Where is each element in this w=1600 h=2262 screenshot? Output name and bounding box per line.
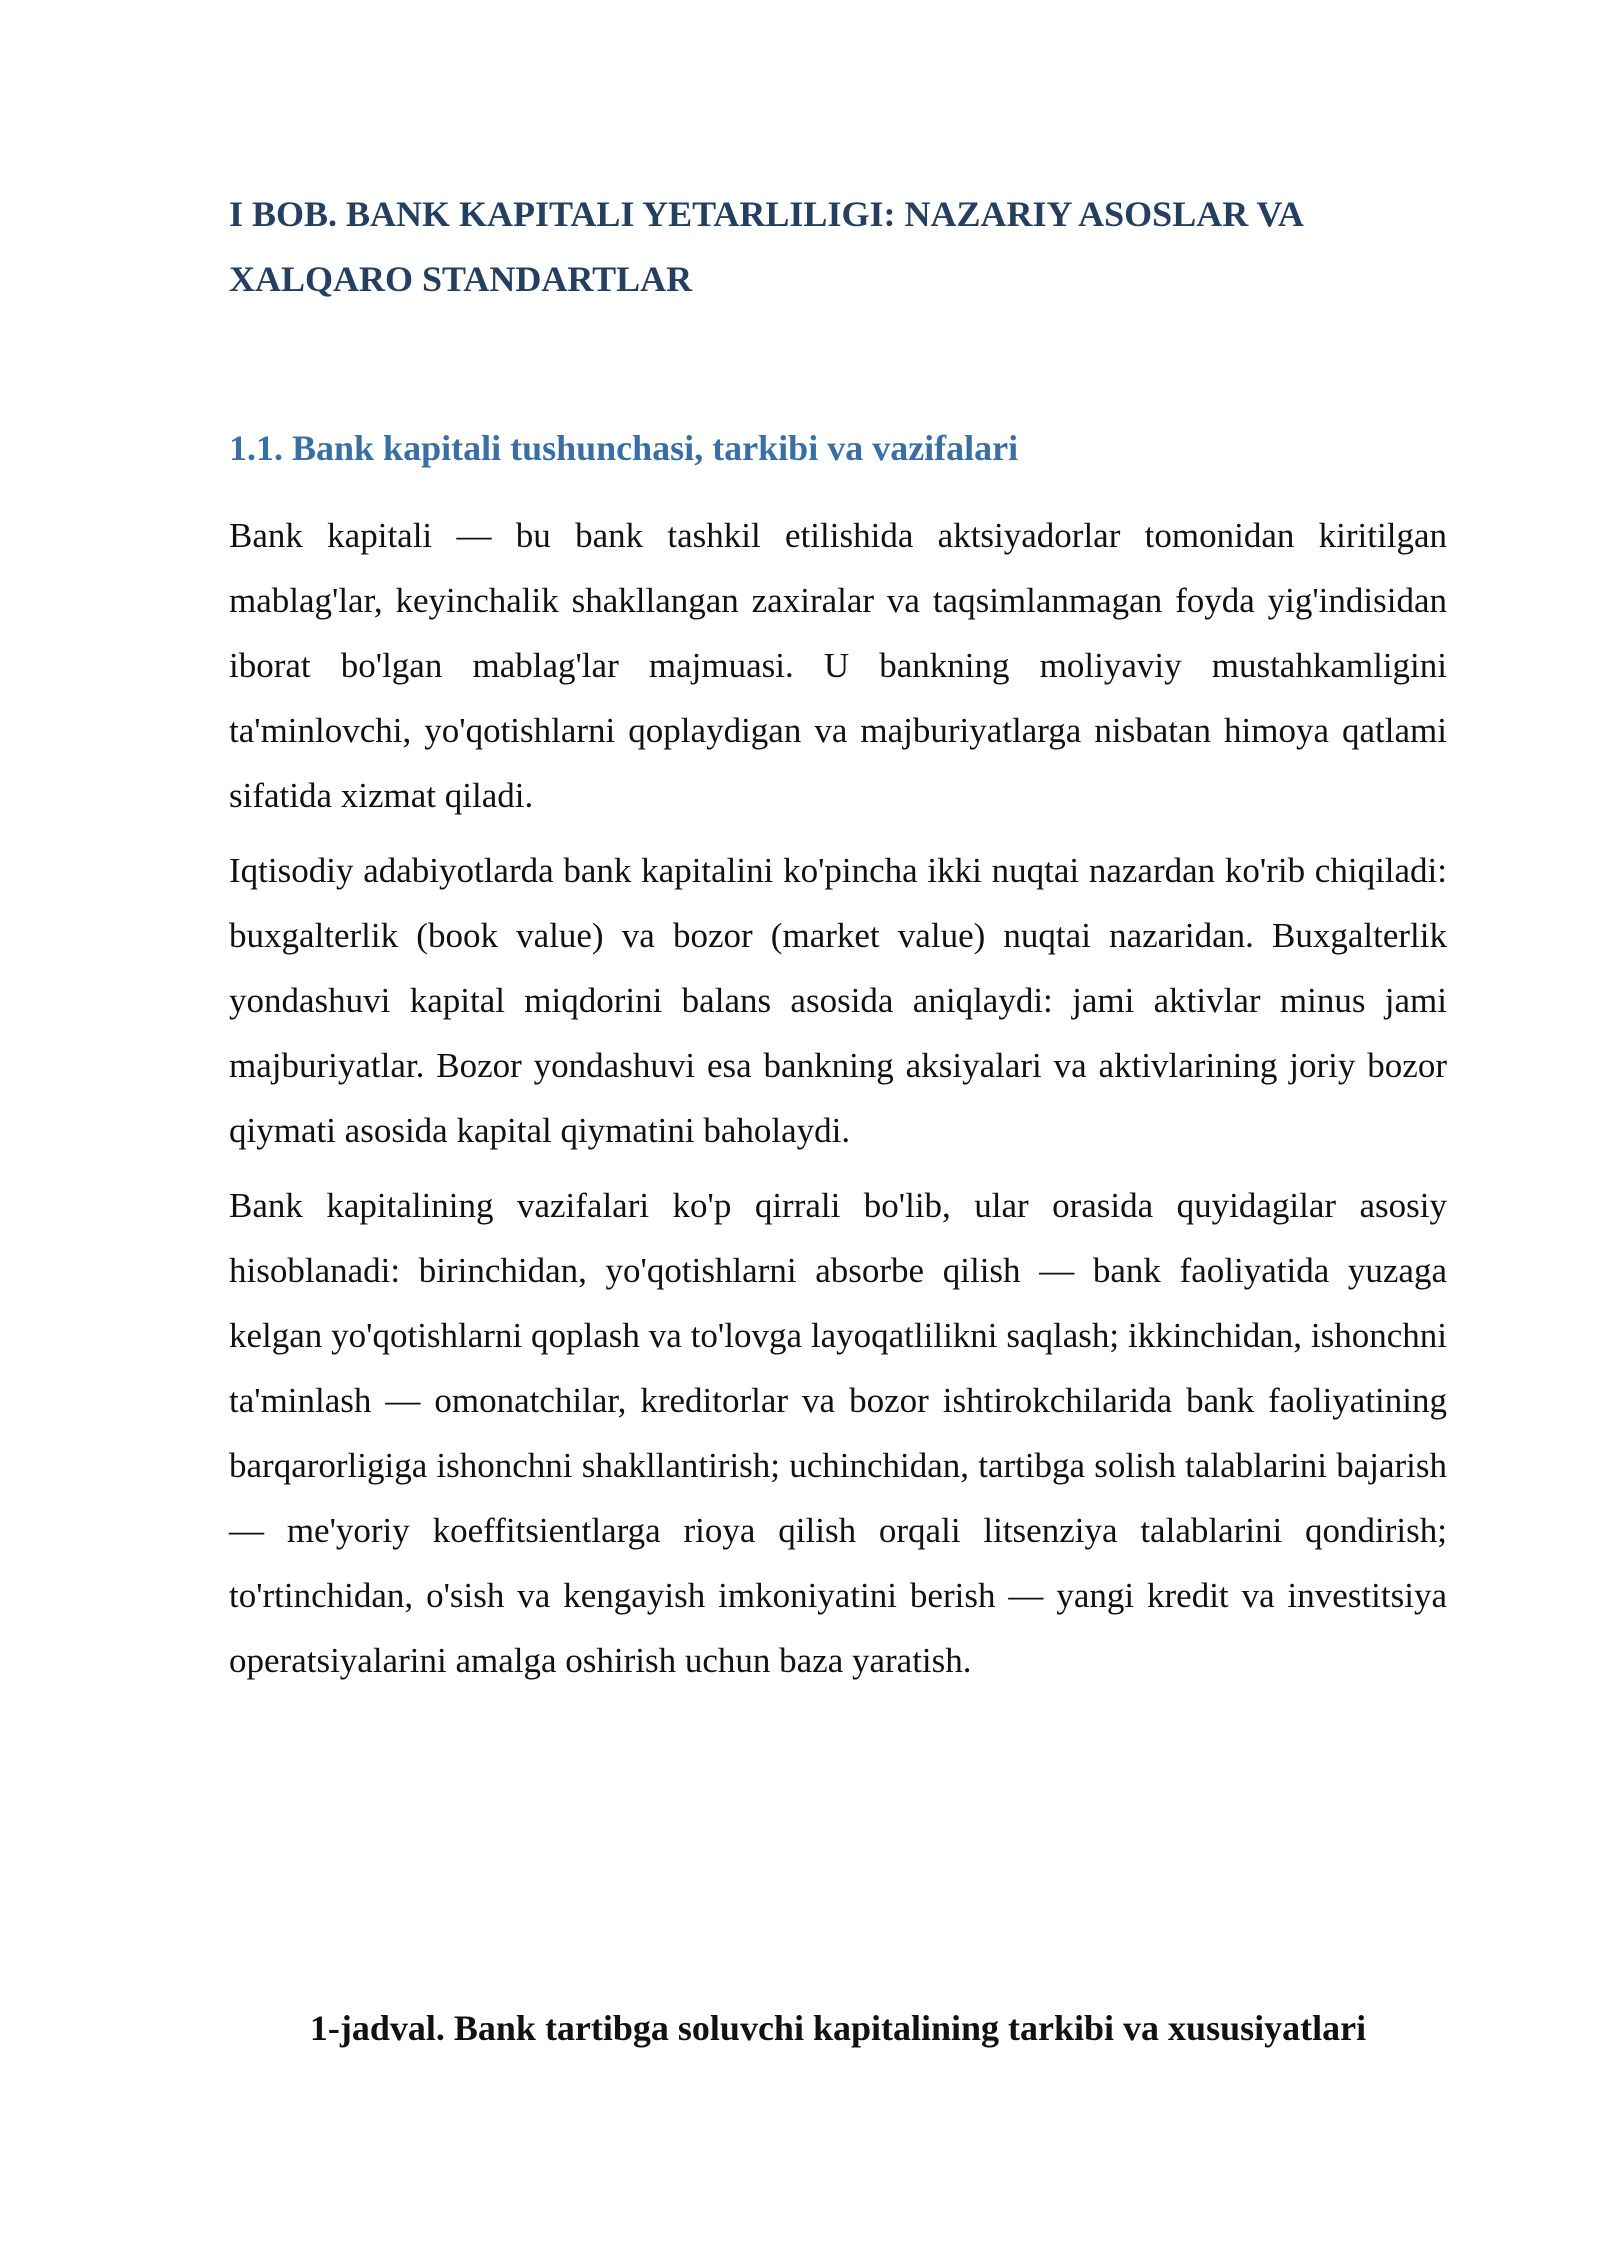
section-title: 1.1. Bank kapitali tushunchasi, tarkibi va vazifalari — [229, 428, 1019, 468]
paragraph-bank-capital-definition: Bank kapitali — bu bank tashkil etilishida aktsiyadorlar tomonidan kiritilgan mablag'lar, keyinchalik shakllangan zaxiralar va taqsimlanmagan foyda yig'indisidan iborat bo'lgan mablag'lar majmuasi. U bankning moliyaviy mustahkamligini ta'minlovchi, yo'qotishlarni qoplaydigan va majburiyatlarga nisbatan himoya qatlami sifatida xizmat qiladi. — [229, 516, 1447, 815]
paragraph-capital-approaches: Iqtisodiy adabiyotlarda bank kapitalini ko'pincha ikki nuqtai nazardan ko'rib chiqiladi: buxgalterlik (book value) va bozor (market value) nuqtai nazaridan. Buxgalterlik yondashuvi kapital miqdorini balans asosida aniqlaydi: jami aktivlar minus jami majburiyatlar. Bozor yondashuvi esa bankning aksiyalari va aktivlarining joriy bozor qiymati asosida kapital qiymatini baholaydi. — [229, 851, 1447, 1150]
body-text — [229, 503, 1447, 1703]
table-caption: 1-jadval. Bank tartibga soluvchi kapitalining tarkibi va xususiyatlari — [309, 2008, 1367, 2048]
chapter-title: I BOB. BANK KAPITALI YETARLILIGI: NAZARIY ASOSLAR VA XALQARO STANDARTLAR — [229, 194, 1302, 299]
paragraph-capital-functions: Bank kapitalining vazifalari ko'p qirrali bo'lib, ular orasida quyidagilar asosiy hisoblanadi: birinchidan, yo'qotishlarni absorbe qilish — bank faoliyatida yuzaga kelgan yo'qotishlarni qoplash va to'lovga layoqatlilikni saqlash; ikkinchidan, ishonchni ta'minlash — omonatchilar, kreditorlar va bozor ishtirokchilarida bank faoliyatining barqarorligiga ishonchni shakllantirish; uchinchidan, tartibga solish talablarini bajarish — me'yoriy koeffitsientlarga rioya qilish orqali litsenziya talablarini qondirish; to'rtinchidan, o'sish va kengayish imkoniyatini berish — yangi kredit va investitsiya operatsiyalarini amalga oshirish uchun baza yaratish. — [229, 1186, 1447, 1680]
